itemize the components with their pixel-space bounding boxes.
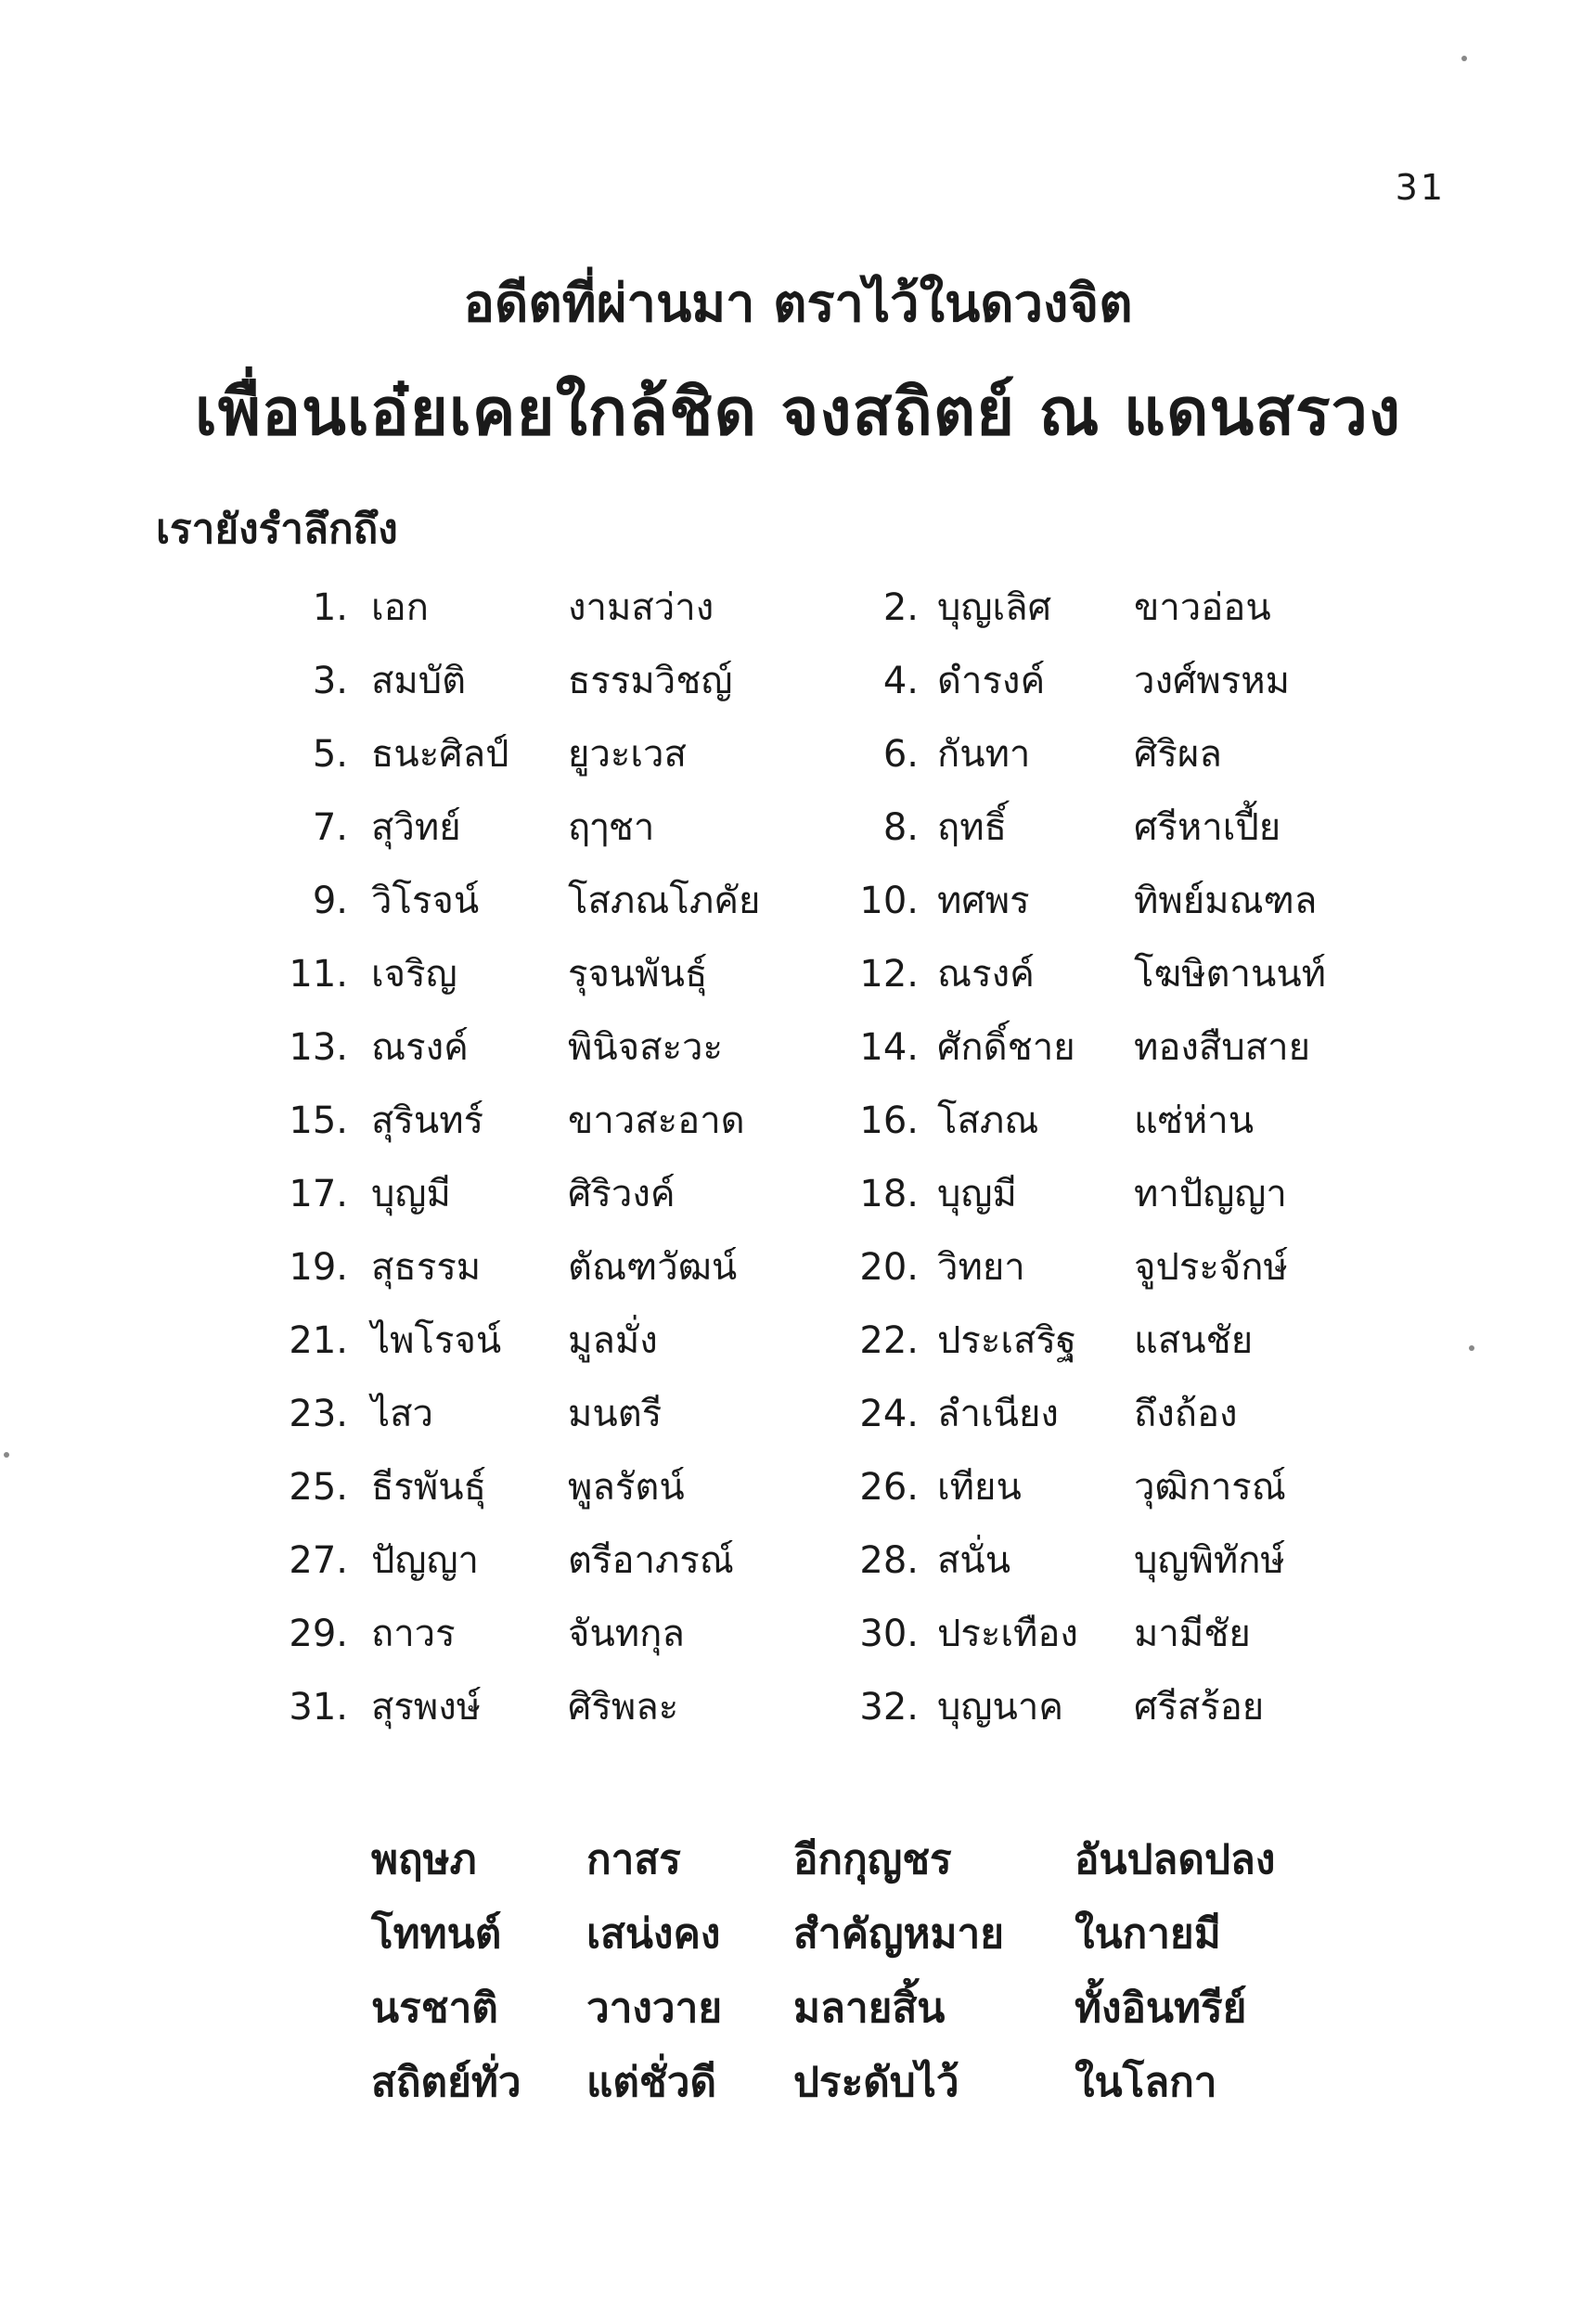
poem-word: อีกกุญชร — [793, 1836, 952, 1883]
first-name: ธีรพันธุ์ — [371, 1466, 487, 1509]
poem-word: ทั้งอินทรีย์ — [1075, 1985, 1247, 2032]
entry-number: 11. — [289, 953, 348, 996]
first-name: บุญเลิศ — [937, 586, 1052, 629]
name-row — [0, 1598, 1596, 1671]
first-name: สุรพงษ์ — [371, 1686, 482, 1729]
name-row — [0, 1085, 1596, 1158]
last-name: โสภณโภคัย — [568, 880, 761, 922]
name-row — [0, 1231, 1596, 1305]
first-name: ศักดิ์ชาย — [937, 1026, 1075, 1069]
last-name: จูประจักษ์ — [1134, 1246, 1288, 1289]
entry-number: 30. — [859, 1613, 919, 1655]
first-name: สุรินทร์ — [371, 1099, 484, 1142]
poem-word: กาสร — [586, 1836, 681, 1883]
last-name: ศรีสร้อย — [1134, 1686, 1265, 1729]
last-name: ยูวะเวส — [568, 733, 687, 776]
entry-number: 28. — [859, 1539, 919, 1582]
entry-number: 3. — [312, 660, 348, 702]
last-name: ตัณฑวัฒน์ — [568, 1246, 738, 1289]
name-row — [0, 1451, 1596, 1524]
entry-number: 8. — [882, 806, 919, 849]
last-name: ธรรมวิชญ์ — [568, 660, 733, 702]
name-row — [0, 718, 1596, 791]
entry-number: 31. — [289, 1686, 348, 1729]
poem-word: โททนต์ — [371, 1910, 502, 1958]
poem-word: ประดับไว้ — [793, 2059, 959, 2106]
first-name: วิทยา — [937, 1246, 1025, 1289]
first-name: สุวิทย์ — [371, 806, 461, 849]
entry-number: 9. — [312, 880, 348, 922]
last-name: แสนชัย — [1134, 1319, 1254, 1362]
entry-number: 4. — [882, 660, 919, 702]
entry-number: 6. — [882, 733, 919, 776]
first-name: เจริญ — [371, 953, 457, 996]
entry-number: 26. — [859, 1466, 919, 1509]
page-title: เพื่อนเอ๋ยเคยใกล้ชิด จงสถิตย์ ณ แดนสรวง — [194, 374, 1402, 450]
last-name: ศิริวงค์ — [568, 1173, 676, 1215]
name-row — [0, 865, 1596, 938]
scan-speck — [1469, 1345, 1474, 1351]
name-row — [0, 791, 1596, 865]
poem-word: ในโลกา — [1075, 2059, 1217, 2106]
first-name: สนั่น — [937, 1539, 1011, 1582]
last-name: ทองสืบสาย — [1134, 1026, 1311, 1069]
last-name: ขาวอ่อน — [1134, 586, 1271, 629]
intro-heading: เรายังรำลึกถึง — [156, 506, 398, 553]
poem-word: แต่ชั่วดี — [586, 2059, 717, 2106]
entry-number: 32. — [859, 1686, 919, 1729]
last-name: ฤๅชา — [568, 806, 655, 849]
entry-number: 29. — [289, 1613, 348, 1655]
name-row — [0, 1378, 1596, 1451]
first-name: ธนะศิลป์ — [371, 733, 509, 776]
poem-line — [0, 1897, 1596, 1972]
first-name: ลำเนียง — [937, 1393, 1059, 1435]
first-name: ปัญญา — [371, 1539, 480, 1582]
page-number: 31 — [1395, 167, 1446, 208]
first-name: บุญนาค — [937, 1686, 1064, 1729]
first-name: บุญมี — [371, 1173, 451, 1215]
first-name: เอก — [371, 586, 429, 629]
entry-number: 19. — [289, 1246, 348, 1289]
name-row — [0, 1158, 1596, 1231]
entry-number: 12. — [859, 953, 919, 996]
poem-word: สถิตย์ทั่ว — [371, 2059, 521, 2106]
poem-word: อันปลดปลง — [1075, 1836, 1276, 1883]
entry-number: 13. — [289, 1026, 348, 1069]
name-row — [0, 645, 1596, 718]
first-name: ณรงค์ — [371, 1026, 469, 1069]
entry-number: 17. — [289, 1173, 348, 1215]
last-name: ทาปัญญา — [1134, 1173, 1287, 1215]
last-name: รุจนพันธุ์ — [568, 953, 708, 996]
entry-number: 24. — [859, 1393, 919, 1435]
page-subtitle: อดีตที่ผ่านมา ตราไว้ในดวงจิต — [463, 274, 1133, 334]
last-name: ทิพย์มณฑล — [1134, 880, 1318, 922]
last-name: พูลรัตน์ — [568, 1466, 685, 1509]
entry-number: 22. — [859, 1319, 919, 1362]
poem-word: นรชาติ — [371, 1985, 498, 2032]
entry-number: 7. — [312, 806, 348, 849]
first-name: ถาวร — [371, 1613, 456, 1655]
first-name: ฤทธิ์ — [937, 806, 1007, 849]
first-name: ประเทือง — [937, 1613, 1078, 1655]
poem-line — [0, 1823, 1596, 1897]
poem-word: ในกายมี — [1075, 1910, 1221, 1958]
entry-number: 21. — [289, 1319, 348, 1362]
last-name: ตรีอาภรณ์ — [568, 1539, 734, 1582]
entry-number: 10. — [859, 880, 919, 922]
last-name: พินิจสะวะ — [568, 1026, 723, 1069]
entry-number: 5. — [312, 733, 348, 776]
name-row — [0, 1524, 1596, 1598]
scan-speck — [1461, 56, 1467, 61]
last-name: ศิริผล — [1134, 733, 1222, 776]
last-name: บุญพิทักษ์ — [1134, 1539, 1285, 1582]
name-row — [0, 572, 1596, 645]
last-name: วงศ์พรหม — [1134, 660, 1290, 702]
entry-number: 1. — [312, 586, 348, 629]
poem-word: เสน่งคง — [586, 1910, 721, 1958]
last-name: มนตรี — [568, 1393, 663, 1435]
last-name: มูลมั่ง — [568, 1319, 658, 1362]
entry-number: 25. — [289, 1466, 348, 1509]
entry-number: 23. — [289, 1393, 348, 1435]
entry-number: 15. — [289, 1099, 348, 1142]
first-name: บุญมี — [937, 1173, 1017, 1215]
entry-number: 14. — [859, 1026, 919, 1069]
first-name: สุธรรม — [371, 1246, 482, 1289]
first-name: โสภณ — [937, 1099, 1039, 1142]
last-name: ศิริพละ — [568, 1686, 679, 1729]
scan-speck — [4, 1452, 9, 1458]
last-name: จันทกุล — [568, 1613, 685, 1655]
poem-word: พฤษภ — [371, 1836, 477, 1883]
entry-number: 20. — [859, 1246, 919, 1289]
last-name: ขาวสะอาด — [568, 1099, 745, 1142]
last-name: มามีชัย — [1134, 1613, 1251, 1655]
name-row — [0, 1671, 1596, 1744]
last-name: โฆษิตานนท์ — [1134, 953, 1327, 996]
first-name: เทียน — [937, 1466, 1022, 1509]
first-name: วิโรจน์ — [371, 880, 480, 922]
last-name: ศรีหาเปี้ย — [1134, 806, 1281, 849]
poem-line — [0, 2046, 1596, 2120]
last-name: วุฒิการณ์ — [1134, 1466, 1286, 1509]
first-name: ดำรงค์ — [937, 660, 1046, 702]
poem-word: สำคัญหมาย — [793, 1910, 1004, 1958]
last-name: งามสว่าง — [568, 586, 714, 629]
poem-word: วางวาย — [586, 1985, 723, 2032]
first-name: ไพโรจน์ — [371, 1319, 502, 1362]
first-name: ทศพร — [937, 880, 1030, 922]
first-name: ประเสริฐ — [937, 1319, 1076, 1362]
first-name: กันทา — [937, 733, 1031, 776]
first-name: ไสว — [371, 1393, 433, 1435]
entry-number: 27. — [289, 1539, 348, 1582]
last-name: ถึงถ้อง — [1134, 1393, 1238, 1435]
name-row — [0, 1305, 1596, 1378]
last-name: แซ่ห่าน — [1134, 1099, 1255, 1142]
name-row — [0, 938, 1596, 1011]
first-name: ณรงค์ — [937, 953, 1035, 996]
poem-word: มลายสิ้น — [793, 1985, 946, 2032]
entry-number: 18. — [859, 1173, 919, 1215]
entry-number: 16. — [859, 1099, 919, 1142]
entry-number: 2. — [882, 586, 919, 629]
first-name: สมบัติ — [371, 660, 467, 702]
name-row — [0, 1011, 1596, 1085]
poem-line — [0, 1972, 1596, 2046]
